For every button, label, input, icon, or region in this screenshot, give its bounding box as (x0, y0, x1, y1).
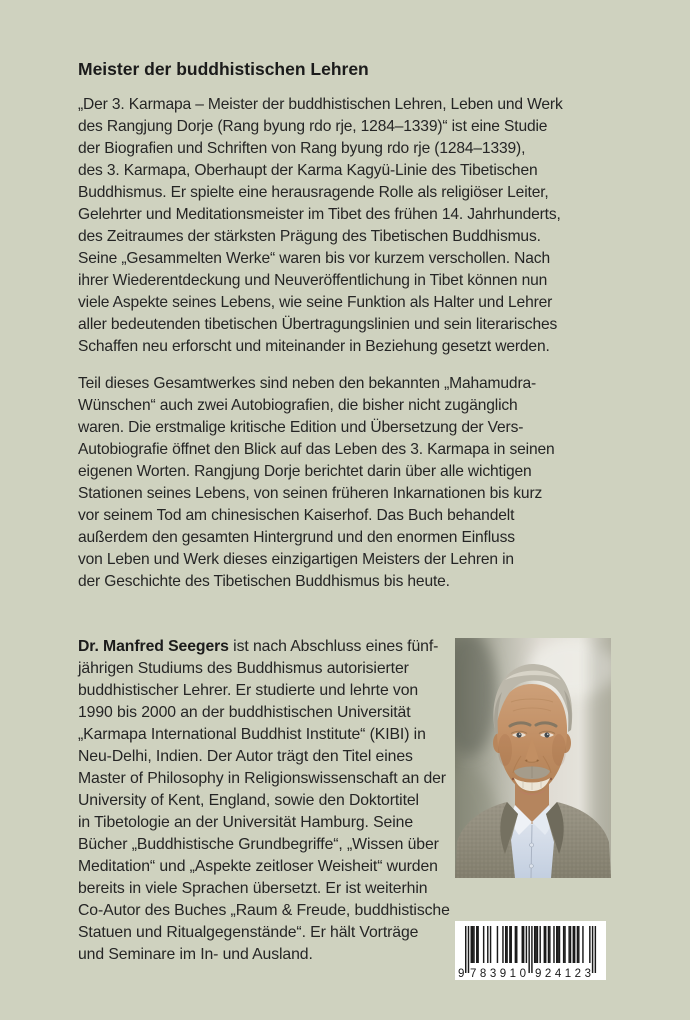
text-line: Teil dieses Gesamtwerkes sind neben den bekannten „Mahamudra- (78, 375, 537, 392)
author-portrait-illustration (455, 638, 611, 878)
barcode-digit-group-1: 9 (458, 968, 465, 980)
author-name: Dr. Manfred Seegers (78, 638, 229, 655)
text-line: Seine „Gesammelten Werke“ waren bis vor kurzem verschollen. Nach (78, 250, 550, 267)
text-line: bereits in viele Sprachen übersetzt. Er ist weiterhin (78, 880, 428, 897)
text-line: eigenen Worten. Rangjung Dorje berichtet darin über alle wichtigen (78, 463, 532, 480)
text-line: aller bedeutenden tibetischen Übertragungslinien und sein literarisches (78, 316, 558, 333)
text-line: vor seinem Tod am chinesischen Kaiserhof. Das Buch behandelt (78, 507, 515, 524)
text-line: des Zeitraumes der stärksten Prägung des Tibetischen Buddhismus. (78, 228, 541, 245)
text-line: Neu-Delhi, Indien. Der Autor trägt den Titel eines (78, 748, 413, 765)
text-line: Gelehrter und Meditationsmeister im Tibet des frühen 14. Jahrhunderts, (78, 206, 561, 223)
text-line: Wünschen“ auch zwei Autobiografien, die bisher nicht zugänglich (78, 397, 518, 414)
barcode-digit-group-2: 783910 (470, 968, 526, 980)
author-portrait-photo (455, 638, 611, 878)
text-line: des Rangjung Dorje (Rang byung rdo rje, 1284–1339)“ ist eine Studie (78, 118, 548, 135)
text-line: Autobiografie öffnet den Blick auf das Leben des 3. Karmapa in seinen (78, 441, 555, 458)
text-line: Buddhismus. Er spielte eine herausragende Rolle als religiöser Leiter, (78, 184, 549, 201)
text-line: und Seminare im In- und Ausland. (78, 946, 313, 963)
text-line: Bücher „Buddhistische Grundbegriffe“, „Wissen über (78, 836, 439, 853)
bio-first-line-rest: ist nach Abschluss eines fünf- (228, 638, 439, 655)
text-line: jährigen Studiums des Buddhismus autorisierter (78, 660, 409, 677)
text-line: viele Aspekte seines Lebens, wie seine Funktion als Halter und Lehrer (78, 294, 553, 311)
text-line: Master of Philosophy in Religionswissenschaft an der (78, 770, 446, 787)
text-line: des 3. Karmapa, Oberhaupt der Karma Kagyü-Linie des Tibetischen (78, 162, 538, 179)
barcode-digit-group-3: 924123 (535, 968, 591, 980)
text-line: Co-Autor des Buches „Raum & Freude, buddhistische (78, 902, 450, 919)
blurb-column (78, 57, 583, 593)
text-line: „Der 3. Karmapa – Meister der buddhistischen Lehren, Leben und Werk (78, 96, 563, 113)
bio-lines (78, 658, 458, 966)
text-line: 1990 bis 2000 an der buddhistischen Universität (78, 704, 411, 721)
text-line: University of Kent, England, sowie den Doktortitel (78, 792, 419, 809)
blurb-paragraph-2 (78, 373, 583, 593)
text-line: Meditation“ und „Aspekte zeitloser Weisheit“ wurden (78, 858, 438, 875)
text-line: Schaffen neu erforscht und miteinander in Beziehung gesetzt werden. (78, 338, 550, 355)
text-line: ihrer Wiederentdeckung und Neuveröffentlichung in Tibet können nun (78, 272, 548, 289)
text-line: in Tibetologie an der Universität Hamburg. Seine (78, 814, 414, 831)
text-line: Stationen seines Lebens, von seinen früheren Inkarnationen bis kurz (78, 485, 543, 502)
page-title: Meister der buddhistischen Lehren (78, 59, 369, 79)
text-line: waren. Die erstmalige kritische Edition und Übersetzung der Vers- (78, 419, 524, 436)
text-line: von Leben und Werk dieses einzigartigen Meisters der Lehren in (78, 551, 514, 568)
text-line: Statuen und Ritualgegenstände“. Er hält Vorträge (78, 924, 419, 941)
text-line (78, 636, 458, 658)
text-line: der Geschichte des Tibetischen Buddhismus bis heute. (78, 573, 450, 590)
text-line: der Biografien und Schriften von Rang byung rdo rje (1284–1339), (78, 140, 526, 157)
blurb-paragraph-1 (78, 94, 583, 358)
text-line: „Karmapa International Buddhist Institute“ (KIBI) in (78, 726, 426, 743)
text-line: buddhistischer Lehrer. Er studierte und lehrte von (78, 682, 419, 699)
isbn-barcode (455, 921, 606, 980)
text-line: außerdem den gesamten Hintergrund und den enormen Einfluss (78, 529, 515, 546)
author-bio (78, 636, 458, 966)
